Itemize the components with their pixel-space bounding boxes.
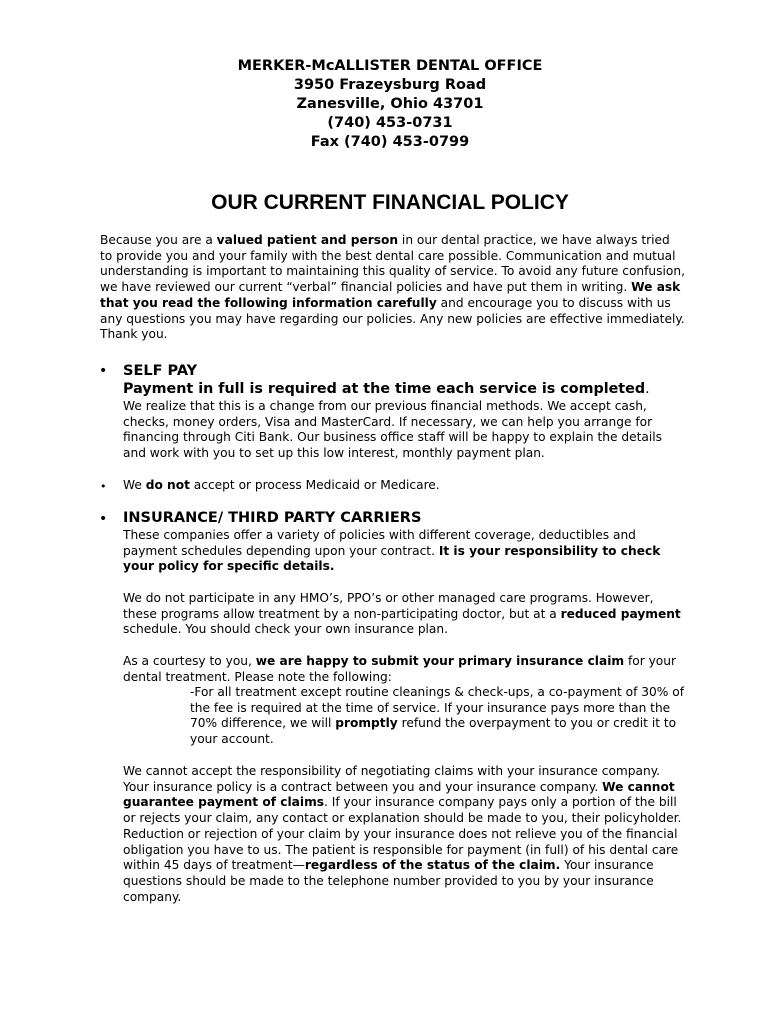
insurance-paragraph-3 (123, 654, 688, 685)
ins-p1-bold: It is your responsibility to check your policy for specific details. (123, 543, 661, 574)
self-pay-bullet: • (99, 363, 108, 379)
insurance-paragraph-1 (123, 528, 683, 575)
ins-p5-text-3: Your insurance questions should be made to the telephone number provided to you by your insurance company. (123, 858, 654, 904)
page-title: OUR CURRENT FINANCIAL POLICY (211, 191, 569, 214)
insurance-note (190, 685, 690, 748)
insurance-paragraph-5 (123, 764, 688, 905)
intro-paragraph (100, 233, 685, 343)
intro-text-3: and encourage you to discuss with us any questions you may have regarding our policies. Any new policies are effective immediately. Thank you. (100, 295, 685, 342)
insurance-bullet: • (99, 511, 108, 527)
ins-p2-text-2: schedule. You should check your own insurance plan. (123, 622, 449, 637)
self-pay-body: We realize that this is a change from our previous financial methods. We accept cash, checks, money orders, Visa and MasterCard. If necessary, we can help you arrange for financing through Citi Bank. Our business office staff will be happy to explain the details and work with you to set up this low interest, monthly payment plan. (123, 399, 662, 461)
ins-p3-bold: we are happy to submit your primary insurance claim (255, 654, 625, 668)
medicaid-line (123, 478, 683, 494)
office-phone: (740) 453-0731 (327, 115, 453, 131)
insurance-paragraph-2 (123, 591, 688, 638)
office-city: Zanesville, Ohio 43701 (296, 96, 484, 112)
ins-p3-text-1: As a courtesy to you, (123, 654, 256, 668)
ins-p2-bold: reduced payment (560, 606, 681, 621)
medicaid-text-2: accept or process Medicaid or Medicare. (189, 478, 440, 492)
intro-text-1: Because you are a (100, 233, 217, 247)
medicaid-bold: do not (145, 478, 190, 492)
ins-p5-bold-1: We cannot guarantee payment of claims (123, 779, 675, 810)
self-pay-heading: SELF PAY (123, 363, 198, 379)
ins-p3-text-2: for your dental treatment. Please note the following: (123, 654, 676, 684)
ins-p2-text-1: We do not participate in any HMO’s, PPO’s or other managed care programs. However, these programs allow treatment by a non-participating doctor, but at a (123, 591, 654, 621)
ins-p4-text-2: refund the overpayment to you or credit it to your account. (190, 716, 677, 747)
ins-p5-bold-2: regardless of the status of the claim. (304, 858, 561, 873)
medicaid-text-1: We (123, 478, 146, 492)
ins-p4-bold: promptly (335, 716, 398, 731)
self-pay-subheading-period: . (645, 381, 650, 397)
office-name: MERKER-McALLISTER DENTAL OFFICE (237, 58, 543, 74)
ins-p4-text-1: -For all treatment except routine cleanings & check-ups, a co-payment of 30% of the fee is required at the time of service. If your insurance pays more than the 70% difference, we will (190, 685, 684, 731)
self-pay-subheading-text: Payment in full is required at the time each service is completed (123, 381, 646, 397)
intro-bold-2: We ask that you read the following information carefully (100, 280, 681, 310)
office-street: 3950 Frazeysburg Road (293, 77, 487, 93)
ins-p5-text-2: . If your insurance company pays only a portion of the bill or rejects your claim, any contact or explanation should be made to you, their policyholder. Reduction or rejection of your claim by your insurance does not relieve you of the financial obligation you have to us. The patient is responsible for payment (in full) of his dental care within 45 days of treatment— (123, 795, 682, 873)
medicaid-bullet: • (100, 480, 107, 493)
insurance-heading: INSURANCE/ THIRD PARTY CARRIERS (123, 510, 422, 526)
ins-p1-text: These companies offer a variety of policies with different coverage, deductibles and payment schedules depending upon your contract. (123, 528, 636, 558)
office-fax: Fax (740) 453-0799 (310, 134, 470, 150)
ins-p5-text-1: We cannot accept the responsibility of negotiating claims with your insurance company. Your insurance policy is a contract between you and your insurance company. (123, 764, 661, 794)
intro-bold-1: valued patient and person (216, 233, 399, 247)
self-pay-subheading (123, 380, 683, 398)
intro-text-2: in our dental practice, we have always tried to provide you and your family with the best dental care possible. Communication and mutual understanding is important to maintaining this quality of service. To avoid any future confusion, we have reviewed our current “verbal” financial policies and have put them in writing. (100, 233, 685, 295)
